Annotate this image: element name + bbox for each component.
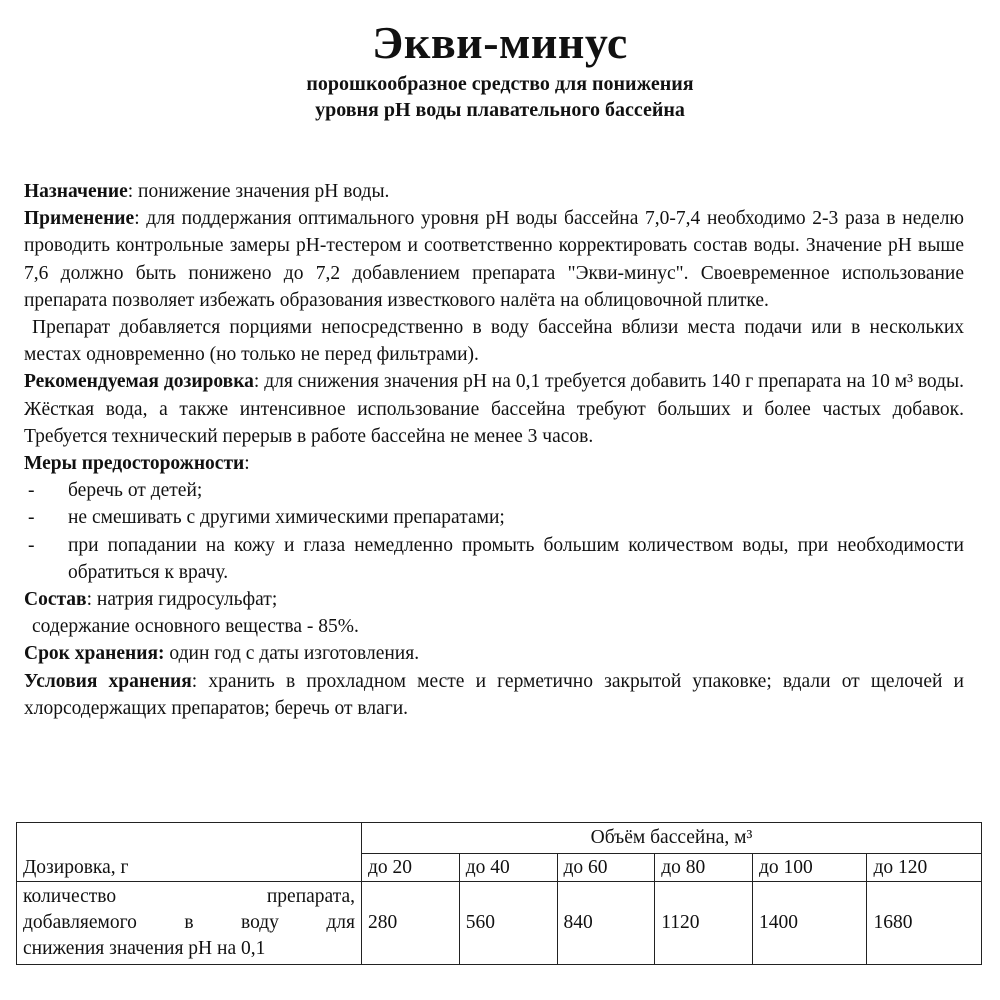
volume-header-cell: Объём бассейна, м³ (362, 823, 982, 854)
subtitle-line-1: порошкообразное средство для понижения (306, 73, 694, 95)
dose-header-cell: Дозировка, г (17, 823, 362, 882)
table-cell: 1680 (867, 882, 982, 965)
shelf-life-text: один год с даты изготовления. (164, 643, 420, 665)
subtitle-line-2: уровня рН воды плавательного бассейна (315, 99, 685, 121)
dosage-table (16, 822, 982, 965)
column-header: до 40 (459, 854, 557, 882)
column-header: до 100 (753, 854, 867, 882)
dosage-paragraph (24, 368, 964, 450)
document-title: Экви-минус (372, 17, 628, 68)
application-paragraph (24, 205, 964, 314)
list-item: - не смешивать с другими химическими препаратами; (28, 507, 505, 529)
column-header: до 120 (867, 854, 982, 882)
precautions-list (24, 477, 964, 586)
column-header: до 80 (655, 854, 753, 882)
storage-text: : хранить в прохладном месте и герметично закрытой упаковке; вдали от щелочей и хлорсодержащих препаратов; беречь от влаги. (24, 670, 964, 719)
composition-paragraph (24, 586, 964, 613)
composition-line-2: содержание основного вещества - 85%. (32, 616, 359, 638)
list-item: - беречь от детей; (28, 480, 203, 502)
precautions-heading: Меры предосторожности: (24, 453, 250, 475)
table-cell: 560 (459, 882, 557, 965)
list-item: - при попадании на кожу и глаза немедленно промыть большим количеством воды, при необходимости обратиться к врачу. (28, 534, 964, 583)
column-header: до 60 (557, 854, 655, 882)
storage-label: Условия хранения (24, 670, 192, 692)
purpose-text: : понижение значения рН воды. (127, 181, 390, 202)
precautions-label: Меры предосторожности (24, 453, 245, 475)
storage-paragraph (24, 668, 964, 722)
application-text: : для поддержания оптимального уровня рН воды бассейна 7,0-7,4 необходимо 2-3 раза в неделю проводить контрольные замеры рН-тестером и соответственно корректировать состав воды. Значение рН выше 7,6 должно быть понижено до 7,2 добавлением препарата "Экви-минус". Своевременное использование препарата позволяет избежать образования известкового налёта на облицовочной плитке. (24, 208, 964, 311)
table-cell: 1120 (655, 882, 753, 965)
composition-text: : натрия гидросульфат; (86, 589, 278, 611)
table-cell: 840 (557, 882, 655, 965)
composition-label: Состав (24, 589, 87, 611)
purpose-paragraph (24, 178, 964, 205)
application-label: Применение (24, 208, 135, 230)
table-cell: 1400 (753, 882, 867, 965)
dosage-label: Рекомендуемая дозировка (24, 371, 254, 393)
column-header: до 20 (362, 854, 460, 882)
table-cell: 280 (362, 882, 460, 965)
purpose-label: Назначение (24, 181, 128, 202)
row-label-cell: количество препарата, добавляемого в воду для снижения значения рН на 0,1 (17, 882, 362, 965)
application-paragraph-2: Препарат добавляется порциями непосредственно в воду бассейна вблизи места подачи или в нескольких местах одновременно (но только не перед фильтрами). (24, 317, 964, 366)
table-row (17, 882, 982, 965)
shelf-life-label: Срок хранения: (24, 643, 165, 665)
shelf-life-paragraph (24, 640, 964, 667)
document-body (24, 178, 964, 722)
dosage-text: : для снижения значения рН на 0,1 требуется добавить 140 г препарата на 10 м³ воды. Жёсткая вода, а также интенсивное использование бассейна требуют больших и более частых добавок. Требуется технический перерыв в работе бассейна не менее 3 часов. (24, 371, 964, 447)
